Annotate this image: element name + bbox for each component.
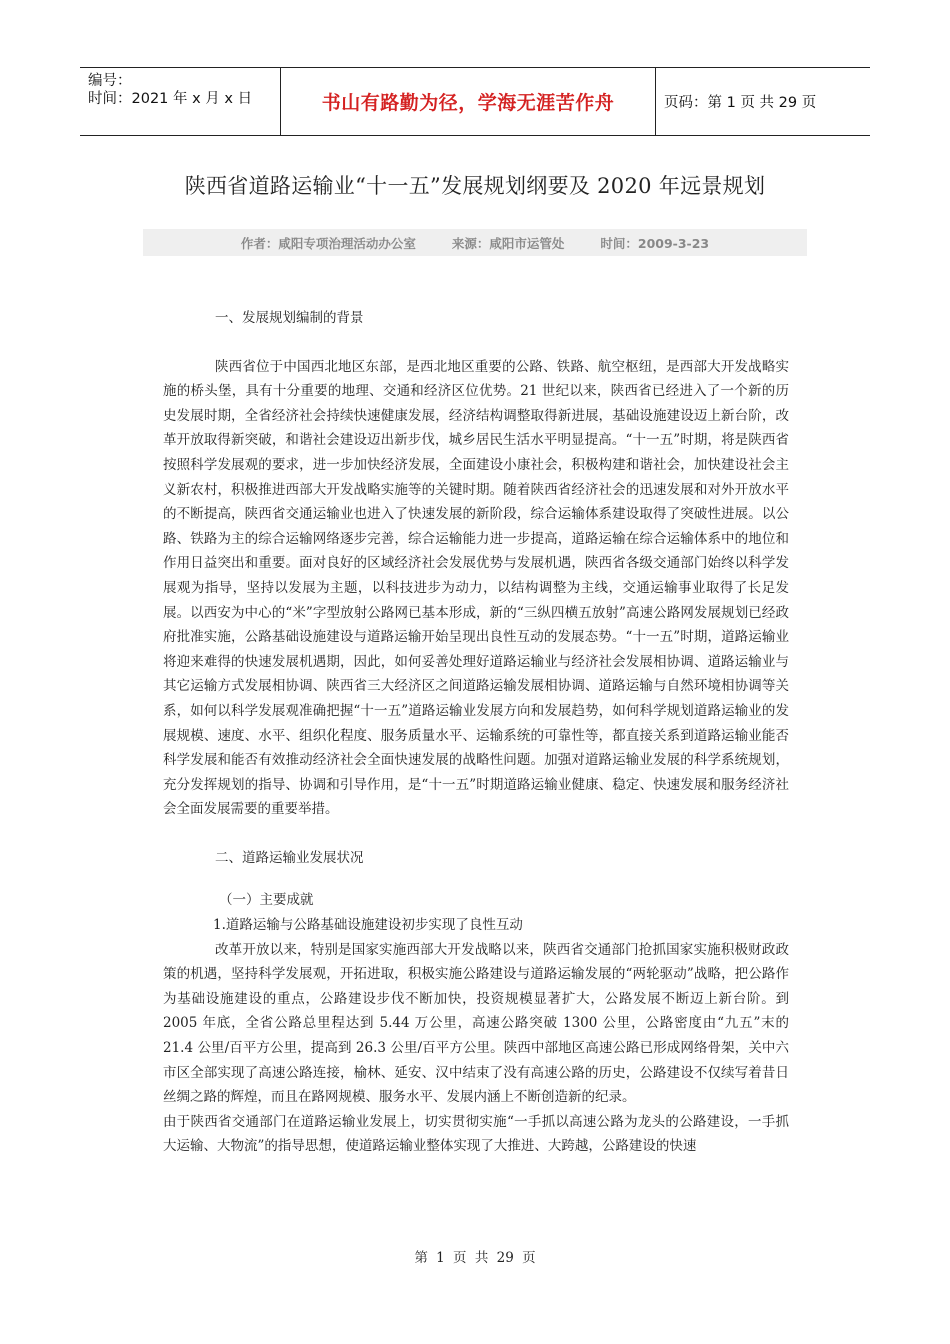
article-source: 来源：咸阳市运管处 <box>451 235 565 251</box>
paragraph: 陕西省位于中国西北地区东部，是西北地区重要的公路、铁路、航空枢纽，是西部大开发战略实施的桥头堡，具有十分重要的地理、交通和经济区位优势。21 世纪以来，陕西省已经进入了一个新的历史发展时期，全省经济社会持续快速健康发展，经济结构调整取得新进展，基础设施建设迈上新台阶，改革开放取得新突破，和谐社会建设迈出新步伐，城乡居民生活水平明显提高。“十一五”时期，将是陕西省按照科学发展观的要求，进一步加快经济发展，全面建设小康社会，积极构建和谐社会，加快建设社会主义新农村，积极推进西部大开发战略实施等的关键时期。随着陕西省经济社会的迅速发展和对外开放水平的不断提高，陕西省交通运输业也进入了快速发展的新阶段，综合运输体系建设取得了突破性进展。以公路、铁路为主的综合运输网络逐步完善，综合运输能力进一步提高，道路运输在综合运输体系中的地位和作用日益突出和重要。面对良好的区域经济社会发展优势与发展机遇，陕西省各级交通部门始终以科学发展观为指导，坚持以发展为主题，以科技进步为动力，以结构调整为主线，交通运输事业取得了长足发展。以西安为中心的“米”字型放射公路网已基本形成，新的“三纵四横五放射”高速公路网发展规划已经政府批准实施，公路基础设施建设与道路运输开始呈现出良性互动的发展态势。“十一五”时期，道路运输业将迎来难得的快速发展机遇期，因此，如何妥善处理好道路运输业与经济社会发展相协调、道路运输业与其它运输方式发展相协调、陕西省三大经济区之间道路运输发展相协调、道路运输与自然环境相协调等关系，如何以科学发展观准确把握“十一五”道路运输业发展方向和发展趋势，如何科学规划道路运输业的发展规模、速度、水平、组织化程度、服务质量水平、运输系统的可靠性等，都直接关系到道路运输业能否科学发展和能否有效推动经济社会全面快速发展的战略性问题。加强对道路运输业发展的科学系统规划，充分发挥规划的指导、协调和引导作用，是“十一五”时期道路运输业健康、稳定、快速发展和服务经济社会全面发展需要的重要举措。 <box>163 358 789 818</box>
section-heading: 二、道路运输业发展状况 <box>215 849 364 866</box>
header-motto: 书山有路勤为径，学海无涯苦作舟 <box>280 68 656 135</box>
document-time-label: 时间：2021 年 x 月 x 日 <box>88 91 253 107</box>
subsection-heading: （一）主要成就 <box>219 892 314 909</box>
paragraph: 改革开放以来，特别是国家实施西部大开发战略以来，陕西省交通部门抢抓国家实施积极财政政策的机遇，坚持科学发展观，开拓进取，积极实施公路建设与道路运输发展的“两轮驱动”战略，把公路作为基础设施建设的重点，公路建设步伐不断加快，投资规模显著扩大，公路发展不断迈上新台阶。到 2005 年底，全省公路总里程达到 5.44 万公里，高速公路突破 1300 公里，公路密度由“九五”末的 21.4 公里/百平方公里，提高到 26.3 公里/百平方公里。陕西中部地区高速公路已形成网络骨架，关中六市区全部实现了高速公路连接，榆林、延安、汉中结束了没有高速公路的历史，公路建设不仅续写着昔日丝绸之路的辉煌，而且在路网规模、服务水平、发展内涵上不断创造新的纪录。 <box>163 941 789 1106</box>
page-footer: 第 1 页 共 29 页 <box>414 1250 536 1266</box>
header-page-info: 页码：第 1 页 共 29 页 <box>664 95 817 111</box>
article-body <box>163 306 789 1159</box>
section-heading: 一、发展规划编制的背景 <box>215 310 364 326</box>
article-meta-bar <box>143 229 807 256</box>
header-info-cell <box>80 68 280 135</box>
article-title: 陕西省道路运输业“十一五”发展规划纲要及 2020 年远景规划 <box>184 174 766 198</box>
article-time: 时间：2009-3-23 <box>600 235 710 251</box>
point-heading: 1.道路运输与公路基础设施建设初步实现了良性互动 <box>213 917 523 934</box>
paragraph: 由于陕西省交通部门在道路运输业发展上，切实贯彻实施“一手抓以高速公路为龙头的公路建设，一手抓大运输、大物流”的指导思想，使道路运输业整体实现了大推进、大跨越，公路建设的快速 <box>163 1113 789 1155</box>
header-table <box>80 67 870 136</box>
article-author: 作者：咸阳专项治理活动办公室 <box>240 235 416 251</box>
document-number-label: 编号： <box>88 73 132 89</box>
